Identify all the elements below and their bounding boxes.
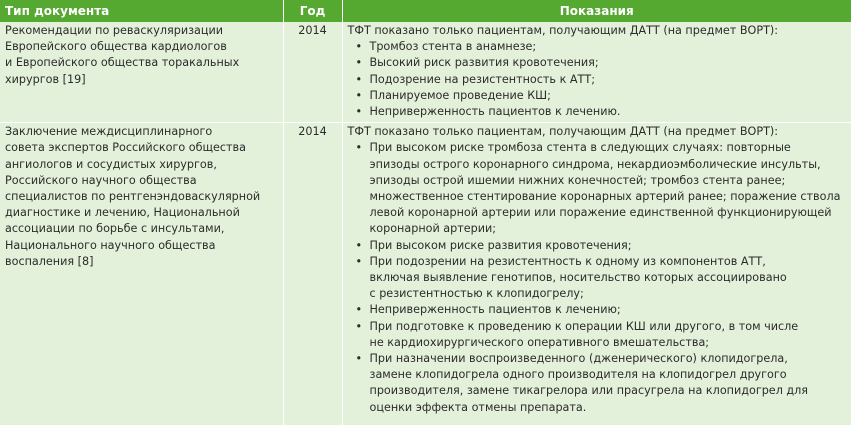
header-row: [0, 0, 851, 22]
list-item: • Подозрение на резистентность к АТТ;: [356, 72, 847, 88]
doc-type-line: Национального научного общества: [5, 238, 216, 252]
indications-intro: ТФТ показано только пациентам, получающим ДАТТ (на предмет ВОРТ):: [347, 24, 779, 37]
list-item: • При назначении воспроизведенного (дженерического) клопидогрела, замене клопидогрела одного производителя на клопидогрел другого производителя, замене тикагрелора или прасугрела на клопидогрел для оценки эффекта отмены препарата.: [356, 351, 847, 416]
doc-type-line: Российского научного общества: [5, 173, 197, 187]
list-item: • При высоком риске тромбоза стента в следующих случаях: повторные эпизоды острого коронарного синдрома, некардиоэмболические инсульты, эпизоды острой ишемии нижних конечностей; тромбоз стента ранее; множественное стентирование коронарных артерий ранее; поражение ствола левой коронарной артерии или поражение единственной функционирующей коронарной артерии;: [356, 140, 847, 237]
list-item: • Неприверженность пациентов к лечению;: [356, 302, 847, 318]
doc-type-line: совета экспертов Российского общества: [5, 141, 247, 155]
doc-type-cell: [0, 22, 283, 123]
doc-type-line: воспаления [8]: [5, 254, 94, 268]
list-item: • При высоком риске развития кровотечения;: [356, 238, 847, 254]
doc-type-line: и Европейского общества торакальных: [5, 56, 240, 70]
indications-intro: ТФТ показано только пациентам, получающим ДАТТ (на предмет ВОРТ):: [347, 125, 779, 139]
indications-cell: [342, 22, 851, 123]
list-item: • Неприверженность пациентов к лечению.: [356, 104, 847, 120]
year-cell: 2014: [283, 22, 342, 123]
table-row: [0, 22, 851, 123]
list-item: • При подготовке к проведению к операции КШ или другого, в том числе не кардиохирургического оперативного вмешательства;: [356, 319, 847, 351]
list-item: • Тромбоз стента в анамнезе;: [356, 39, 847, 55]
list-item: • При подозрении на резистентность к одному из компонентов АТТ, включая выявление генотипов, носительство которых ассоциировано с резистентностью к клопидогрелу;: [356, 254, 847, 303]
year-cell: 2014: [283, 123, 342, 426]
indications-cell: [342, 123, 851, 426]
doc-type-cell: [0, 123, 283, 426]
header-indications: Показания: [342, 0, 851, 22]
list-item: • Высокий риск развития кровотечения;: [356, 55, 847, 71]
doc-type-line: Заключение междисциплинарного: [5, 125, 213, 139]
table-row: [0, 123, 851, 426]
list-item: • Планируемое проведение КШ;: [356, 88, 847, 104]
doc-type-line: специалистов по рентгенэндоваскулярной: [5, 190, 261, 204]
doc-type-line: Рекомендации по реваскуляризации: [5, 24, 224, 37]
doc-type-line: диагностике и лечению, Национальной: [5, 206, 240, 220]
indications-list: [348, 140, 847, 415]
header-year: Год: [283, 0, 342, 22]
doc-type-line: Европейского общества кардиологов: [5, 40, 227, 54]
doc-type-line: ассоциации по борьбе с инсультами,: [5, 222, 225, 236]
doc-type-line: хирургов [19]: [5, 72, 86, 86]
indications-list: [348, 39, 847, 120]
doc-type-line: ангиологов и сосудистых хирургов,: [5, 157, 217, 171]
header-doc-type: Тип документа: [0, 0, 283, 22]
